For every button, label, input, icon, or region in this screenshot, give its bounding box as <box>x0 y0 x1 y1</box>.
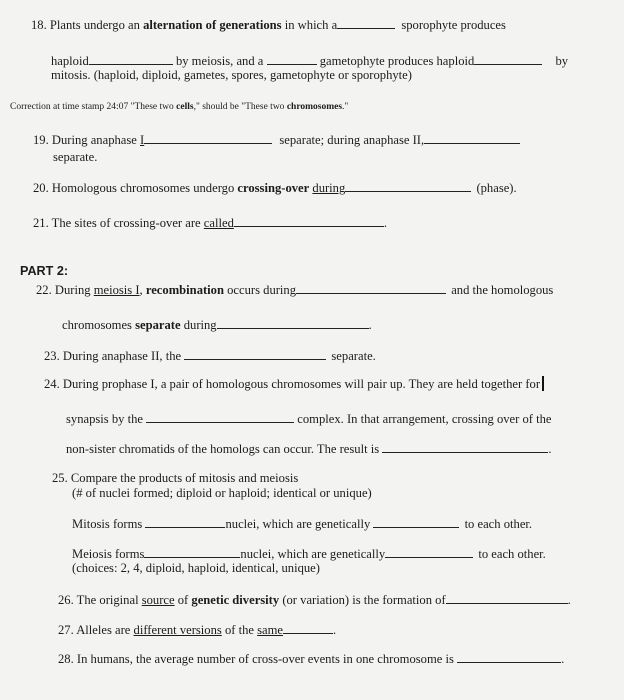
q24-text: complex. In that arrangement, crossing over of the <box>297 412 552 426</box>
q25-meiosis-line <box>72 546 546 562</box>
correction-note <box>10 100 348 115</box>
q19-roman: I <box>140 133 145 147</box>
q26-text: 26. The original <box>58 593 142 607</box>
blank-21[interactable] <box>234 215 384 227</box>
q26-text: . <box>567 593 571 607</box>
q22-meiosis-underlined: meiosis I <box>93 283 140 297</box>
blank-23[interactable] <box>184 348 326 360</box>
q28-line <box>58 651 564 667</box>
q25-text: Mitosis forms <box>72 517 143 531</box>
correction-bold: cells <box>176 102 194 112</box>
q22-text: occurs during <box>223 283 297 297</box>
q20-text: 20. Homologous chromosomes undergo <box>33 181 238 195</box>
q18-text: 18. Plants undergo an <box>31 18 144 32</box>
q20-text: (phase). <box>476 181 517 195</box>
q24-text: synapsis by the <box>66 412 143 426</box>
part-2-heading: PART 2: <box>20 264 69 278</box>
q20-line <box>33 180 517 196</box>
blank-28[interactable] <box>457 651 561 663</box>
q26-bold-term: genetic diversity <box>191 593 280 607</box>
blank-22b[interactable] <box>217 317 369 329</box>
q23-text: 23. During anaphase II, the <box>44 349 182 363</box>
q27-text: of the <box>221 623 258 637</box>
q18-text: in which a <box>281 18 338 32</box>
blank-19a[interactable] <box>144 132 272 144</box>
blank-18a[interactable] <box>337 17 395 29</box>
q26-source: source <box>141 593 175 607</box>
blank-18d[interactable] <box>474 53 542 65</box>
q24-text: 24. During prophase I, a pair of homologous chromosomes will pair up. They are held together for <box>44 377 541 391</box>
blank-25d[interactable] <box>385 546 473 558</box>
q21-text: . <box>383 216 388 230</box>
q18-text: by <box>555 54 569 68</box>
q19-text: separate; during anaphase II, <box>279 133 425 147</box>
q26-line <box>58 592 571 608</box>
q22-bold-term: separate <box>135 318 181 332</box>
q21-text: 21. The sites of crossing-over are <box>33 216 204 230</box>
q21-called: called <box>203 216 234 230</box>
q19-line2: separate. <box>53 150 98 164</box>
q21-line <box>33 215 387 231</box>
q24-line1 <box>44 376 544 392</box>
correction-text: ," should be "These two <box>193 102 287 112</box>
q25-text: Meiosis forms <box>72 547 145 561</box>
blank-18b[interactable] <box>89 53 173 65</box>
q27-different-versions: different versions <box>133 623 222 637</box>
q26-text: (or variation) is the formation of <box>279 593 446 607</box>
blank-20[interactable] <box>345 180 471 192</box>
q22-line2 <box>62 317 372 333</box>
q25-line2: (# of nuclei formed; diploid or haploid; identical or unique) <box>72 486 372 500</box>
correction-text: ." <box>342 102 349 112</box>
q28-text: . <box>561 652 565 666</box>
blank-22a[interactable] <box>296 282 446 294</box>
q18-text: haploid <box>51 54 89 68</box>
blank-19b[interactable] <box>424 132 520 144</box>
q24-line3 <box>66 441 551 457</box>
text-cursor <box>542 376 544 391</box>
q20-bold-term: crossing-over <box>237 181 310 195</box>
q25-text: nuclei, which are genetically <box>225 517 371 531</box>
blank-25a[interactable] <box>145 516 225 528</box>
q25-line1: 25. Compare the products of mitosis and meiosis <box>52 471 299 485</box>
q18-line1 <box>31 17 506 33</box>
q18-text: by meiosis, and a <box>175 54 264 68</box>
q28-text: 28. In humans, the average number of cross-over events in one chromosome is <box>58 652 454 666</box>
q23-line <box>44 348 376 364</box>
q24-text: . <box>548 442 552 456</box>
q23-text: separate. <box>331 349 376 363</box>
q27-line <box>58 622 336 638</box>
q22-text: chromosomes <box>62 318 136 332</box>
q22-text: and the homologous <box>451 283 554 297</box>
blank-27[interactable] <box>283 622 333 634</box>
q24-line2 <box>66 411 552 427</box>
q22-text: during <box>180 318 217 332</box>
q19-text: 19. During anaphase <box>33 133 141 147</box>
q27-text: 27. Alleles are <box>58 623 134 637</box>
blank-24a[interactable] <box>146 411 294 423</box>
q20-during: during <box>312 181 346 195</box>
correction-bold: chromosomes <box>286 102 343 112</box>
q26-text: of <box>174 593 192 607</box>
q25-text: nuclei, which are genetically <box>240 547 386 561</box>
q25-mitosis-line <box>72 516 532 532</box>
q22-text: 22. During <box>36 283 94 297</box>
blank-25b[interactable] <box>373 516 459 528</box>
q18-line2 <box>51 53 568 69</box>
blank-24b[interactable] <box>382 441 548 453</box>
q22-text: , <box>139 283 143 297</box>
q18-bold-term: alternation of generations <box>143 18 282 32</box>
q25-text: to each other. <box>464 517 533 531</box>
q18-text: gametophyte produces haploid <box>319 54 475 68</box>
q27-text: . <box>333 623 337 637</box>
q27-same: same <box>257 623 284 637</box>
correction-text: Correction at time stamp 24:07 "These two <box>10 102 177 112</box>
q22-line1 <box>36 282 553 298</box>
blank-18c[interactable] <box>267 53 317 65</box>
q22-bold-term: recombination <box>142 283 224 297</box>
q22-text: . <box>368 318 372 332</box>
q24-text: non-sister chromatids of the homologs can occur. The result is <box>66 442 380 456</box>
q25-choices: (choices: 2, 4, diploid, haploid, identical, unique) <box>72 561 320 575</box>
q18-text: sporophyte produces <box>401 18 506 32</box>
q25-text: to each other. <box>478 547 546 561</box>
blank-26[interactable] <box>446 592 568 604</box>
blank-25c[interactable] <box>144 546 240 558</box>
q19-line1 <box>33 132 520 148</box>
q18-line3: mitosis. (haploid, diploid, gametes, spores, gametophyte or sporophyte) <box>51 68 412 82</box>
